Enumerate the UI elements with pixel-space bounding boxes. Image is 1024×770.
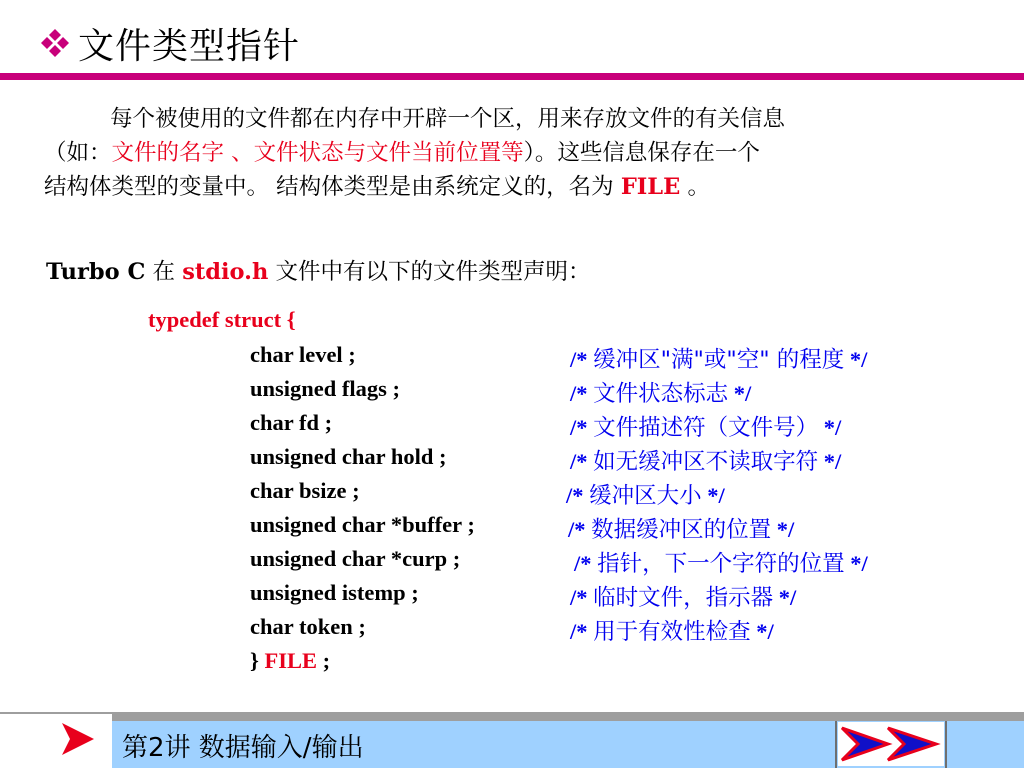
turbo-c-label: Turbo C [46,259,146,285]
four-diamond-bullet-icon [38,26,72,60]
next-slide-button[interactable] [838,722,944,766]
field-decl-4: char bsize ; [250,478,360,503]
field-comment-1: /* 文件状态标志 */ [570,381,752,407]
para-line-2 [44,136,974,170]
struct-close-line [250,648,330,674]
decl-suffix: 文件中有以下的文件类型声明： [268,259,591,285]
footer-divider-left [835,721,837,768]
para-text-3b: 。 [680,174,710,200]
para-highlight-file: FILE [620,174,681,200]
para-line-1 [44,102,974,136]
field-comment-0: /* 缓冲区"满"或"空" 的程度 */ [570,347,868,373]
field-decl-6: unsigned char *curp ; [250,546,461,571]
close-brace: } [250,648,265,673]
header-file-name: stdio.h [182,259,269,285]
field-comment-5: /* 数据缓冲区的位置 */ [568,517,795,543]
field-decl-7: unsigned istemp ; [250,580,419,605]
slide-title-row [38,18,300,68]
field-decl-8: char token ; [250,614,366,639]
triangle-arrow-icon [56,719,100,759]
field-decl-0: char level ; [250,342,356,367]
declaration-line [46,254,591,286]
field-comment-3: /* 如无缓冲区不读取字符 */ [570,449,842,475]
field-decl-3: unsigned char hold ; [250,444,447,469]
footer-divider-right [945,721,947,768]
field-comment-6: /* 指针，下一个字符的位置 */ [574,551,868,577]
field-comment-2: /* 文件描述符（文件号） */ [570,415,842,441]
close-semicolon: ; [317,648,331,673]
file-type-name: FILE [264,648,318,673]
field-comment-8: /* 用于有效性检查 */ [570,619,774,645]
para-text-2a: （如： [44,140,112,166]
field-decl-5: unsigned char *buffer ; [250,512,475,537]
field-decl-2: char fd ; [250,410,333,435]
typedef-line: typedef struct { [148,307,296,332]
para-line-3 [44,170,974,204]
para-text-3a: 结构体类型的变量中。 结构体类型是由系统定义的，名为 [44,174,621,200]
field-comment-4: /* 缓冲区大小 */ [566,483,725,509]
footer-gray-bar [0,712,1024,721]
para-highlight-info: 文件的名字 、文件状态与文件当前位置等 [111,140,524,166]
title-divider [0,73,1024,80]
field-decl-1: unsigned flags ; [250,376,401,401]
intro-paragraph [44,102,974,204]
page-title: 文件类型指针 [78,25,301,67]
field-comment-7: /* 临时文件，指示器 */ [570,585,797,611]
lecture-title: 第2讲 数据输入/输出 [122,733,364,763]
para-text-1: 每个被使用的文件都在内存中开辟一个区，用来存放文件的有关信息 [110,106,786,132]
decl-in: 在 [145,259,183,285]
double-chevron-next-icon [838,722,944,766]
footer-arrow-area [0,714,112,768]
para-text-2b: ）。这些信息保存在一个 [523,140,760,166]
